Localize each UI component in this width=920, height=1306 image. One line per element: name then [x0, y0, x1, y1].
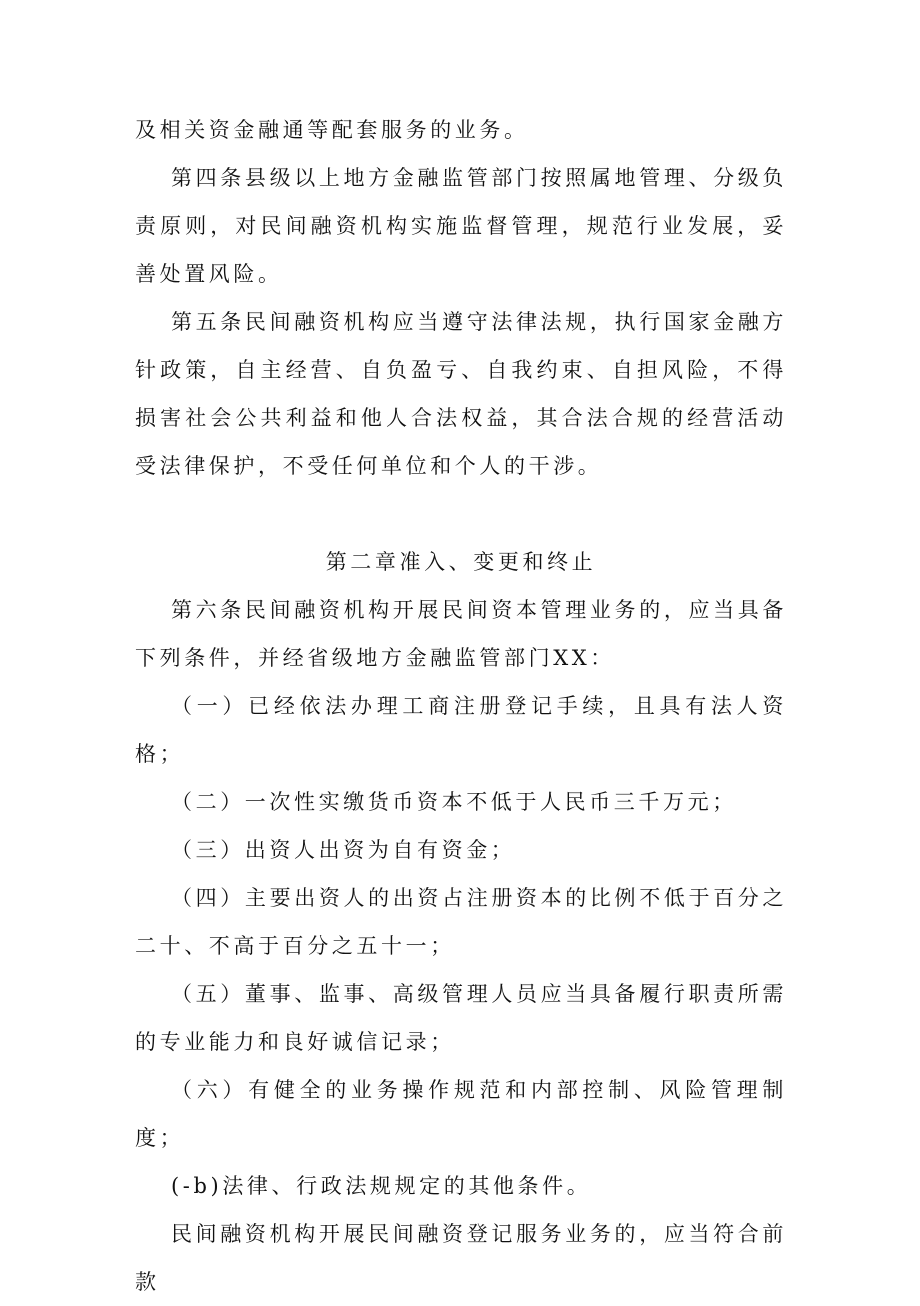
condition-item: （五）董事、监事、高级管理人员应当具备履行职责所需的专业能力和良好诚信记录； — [135, 982, 787, 1054]
article-four: 第四条县级以上地方金融监管部门按照属地管理、分级负责原则，对民间融资机构实施监督管理，规范行业发展，妥善处置风险。 — [135, 166, 787, 286]
document-body — [135, 106, 787, 1306]
paragraph-continuation: 及相关资金融通等配套服务的业务。 — [135, 118, 529, 142]
article-five: 第五条民间融资机构应当遵守法律法规，执行国家金融方针政策，自主经营、自负盈亏、自我约束、自担风险，不得损害社会公共利益和他人合法权益，其合法合规的经营活动受法律保护，不受任何单位和个人的干涉。 — [135, 310, 787, 478]
chapter-heading: 第二章准入、变更和终止 — [325, 550, 597, 574]
paragraph-final: 民间融资机构开展民间融资登记服务业务的，应当符合前款 — [135, 1222, 787, 1294]
condition-item: (-b)法律、行政法规规定的其他条件。 — [171, 1174, 592, 1198]
condition-item: （四）主要出资人的出资占注册资本的比例不低于百分之二十、不高于百分之五十一； — [135, 886, 787, 958]
condition-item: （二）一次性实缴货币资本不低于人民币三千万元； — [171, 790, 737, 814]
condition-item: （一）已经依法办理工商注册登记手续，且具有法人资格； — [135, 694, 787, 766]
condition-item: （六）有健全的业务操作规范和内部控制、风险管理制度； — [135, 1078, 787, 1150]
article-six: 第六条民间融资机构开展民间资本管理业务的，应当具备下列条件，并经省级地方金融监管部门XX： — [135, 598, 787, 670]
condition-item: （三）出资人出资为自有资金； — [171, 838, 516, 862]
